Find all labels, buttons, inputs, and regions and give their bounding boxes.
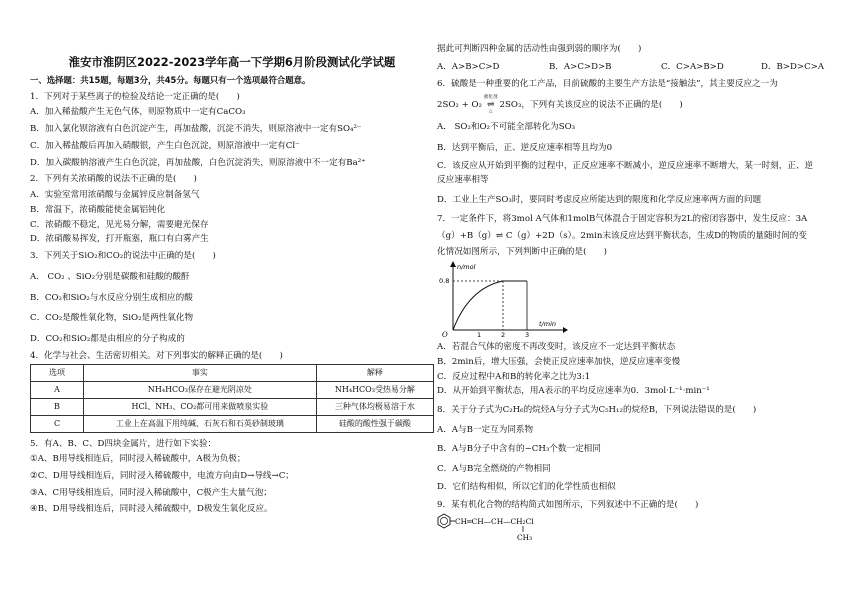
q1-option-c: C．加入稀盐酸后再加入硝酸银，产生白色沉淀，则原溶液中一定有Cl⁻: [30, 140, 300, 151]
q6-option-c-2: 反应速率相等: [437, 175, 489, 186]
q8-option-b: B．A与B分子中含有的−CH₃个数一定相同: [437, 444, 601, 455]
q2-stem: 2．下列有关浓硝酸的说法不正确的是( ): [30, 174, 197, 185]
table-header-row: [31, 364, 434, 381]
graph-curve: [453, 281, 527, 330]
table-row: [31, 381, 434, 398]
q6-option-b: B．达到平衡后，正、逆反应速率相等且均为0: [437, 142, 613, 153]
q6-eq-right: 2SO₃: [499, 99, 522, 110]
graph-x-arrow: [563, 327, 568, 333]
table-header: 选项: [31, 364, 84, 381]
q1-option-d: D．加入碳酸钠溶液产生白色沉淀，再加盐酸，白色沉淀消失，则原溶液中不一定有Ba²⁺: [30, 157, 366, 168]
q8-option-c: C．A与B完全燃烧的产物相同: [437, 464, 551, 475]
q7-graph: [439, 260, 569, 338]
q2-option-b: B．常温下，浓硝酸能使金属铝钝化: [30, 204, 166, 215]
page-title: 淮安市淮阴区2022-2023学年高一下学期6月阶段测试化学试题: [68, 55, 396, 69]
graph-x-tick: 1: [477, 331, 482, 339]
graph-x-tick: 3: [525, 331, 530, 339]
q6-equation-line: [437, 96, 841, 114]
q5-stem: 5．有A、B、C、D四块金属片，进行如下实验：: [30, 438, 217, 449]
q8-option-a: A．A与B一定互为同系物: [437, 424, 534, 435]
q4-stem: 4．化学与社会、生活密切相关。对下列事实的解释正确的是( ): [30, 350, 283, 361]
q7-stem-3: 化情况如图所示，下列判断中正确的是( ): [437, 247, 607, 258]
table-cell: C: [31, 415, 84, 432]
table-cell: 三种气体均极易溶于水: [316, 398, 433, 415]
q8-stem: 8．关于分子式为C₂H₆的烷烃A与分子式为C₅H₁₂的烷烃B，下列说法错误的是( ): [437, 405, 757, 416]
q6-eq-cond-top: 催化剂: [484, 95, 498, 101]
q6-stem-1: 6．硫酸是一种重要的化工产品，目前硫酸的主要生产方法是“接触法”，其主要反应之一为: [437, 79, 778, 90]
q8-option-d: D．它们结构相似，所以它们的化学性质也相似: [437, 481, 616, 492]
table-cell: NH₄HCO₃保存在避光阴凉处: [84, 381, 317, 398]
q6-option-a: A． SO₂和O₂不可能全部转化为SO₃: [437, 122, 576, 133]
q6-stem-2: ，下列有关该反应的说法不正确的是( ): [521, 99, 683, 110]
q5-options: [437, 62, 841, 73]
q2-option-d: D．浓硝酸易挥发，打开瓶塞，瓶口有白雾产生: [30, 234, 209, 245]
q5-statement-4: ④B、D用导线相连后，同时浸入稀硫酸中，D极发生氧化反应。: [30, 504, 273, 515]
q1-option-a: A．加入稀盐酸产生无色气体，则原物质中一定有CaCO₃: [30, 107, 246, 118]
q7-option-a: A．若混合气体的密度不再改变时，该反应不一定达到平衡状态: [437, 342, 676, 353]
q7-option-d: D．从开始到平衡状态，用A表示的平均反应速率为0．3mol·L⁻¹·min⁻¹: [437, 386, 710, 397]
q9-structure: [437, 512, 587, 542]
q6-eq-left: 2SO₂ + O₂: [437, 99, 482, 110]
q6-option-c-1: C．该反应从开始到平衡的过程中，正反应速率不断减小，逆反应速率不断增大，某一时刻，正、逆: [437, 160, 814, 171]
q7-option-c: C．反应过程中A和B的转化率之比为3:1: [437, 371, 591, 382]
q3-option-c: C．CO₂是酸性氧化物，SiO₂是两性氧化物: [30, 313, 194, 324]
q5-option-d: D．B>D>C>A: [761, 61, 825, 72]
left-column: [30, 0, 434, 521]
q5-option-b: B．A>C>D>B: [549, 61, 612, 72]
graph-origin: O: [442, 331, 448, 339]
table-cell: NH₄HCO₃受热易分解: [316, 381, 433, 398]
table-cell: B: [31, 398, 84, 415]
section-heading: 一、选择题：共15题，每题3分，共45分。每题只有一个选项最符合题意。: [30, 75, 311, 86]
q9-fragment-branch: CH₃: [517, 533, 533, 543]
q6-eq-arrow: [484, 96, 498, 114]
q3-stem: 3．下列关于SiO₂和CO₂的说法中正确的是( ): [30, 251, 216, 262]
table-cell: A: [31, 381, 84, 398]
q1-option-b: B．加入氯化钡溶液有白色沉淀产生，再加盐酸，沉淀不消失，则原溶液中一定有SO₄²⁻: [30, 124, 362, 135]
table-cell: HCl、NH₃、CO₂都可用来做喷泉实验: [84, 398, 317, 415]
q5-statement-1: ①A、B用导线相连后，同时浸入稀硫酸中，A极为负极；: [30, 454, 246, 465]
table-row: [31, 415, 434, 432]
q2-option-a: A．实验室常用浓硝酸与金属锌反应制备氢气: [30, 190, 200, 201]
q3-option-d: D．CO₂和SiO₂都是由相应的分子构成的: [30, 334, 185, 345]
q6-eq-arrow-glyph: ⇌: [486, 99, 495, 110]
right-column: [437, 44, 841, 542]
q5-continuation: 据此可判断四种金属的活动性由强到弱的顺序为( ): [437, 44, 642, 54]
q6-option-d: D．工业上生产SO₃时，要同时考虑反应所能达到的限度和化学反应速率两方面的问题: [437, 195, 762, 206]
table-cell: 工业上在高温下用纯碱、石灰石和石英砂制玻璃: [84, 415, 317, 432]
q4-table: [30, 364, 434, 433]
q9-fragment-main: CH═CH—CH—CH₂Cl: [455, 517, 534, 527]
benzene-ring-icon: [438, 514, 450, 528]
q9-stem: 9．某有机化合物的结构简式如图所示，下列叙述中不正确的是( ): [437, 499, 699, 510]
table-header: 事实: [84, 364, 317, 381]
q3-option-b: B．CO₂和SiO₂与水反应分别生成相应的酸: [30, 292, 193, 303]
graph-ylabel: n/mol: [457, 263, 476, 272]
q7-stem-1: 7．一定条件下，将3mol A气体和1molB气体混合于固定容积为2L的密闭容器中，发生反应：3A: [437, 213, 808, 224]
q7-stem-2: （g）+B（g）⇌ C（g）+2D（s）。2min末该反应达到平衡状态，生成D的物质的量随时间的变: [437, 230, 807, 241]
q5-statement-2: ②C、D用导线相连后，同时浸入稀硫酸中，电流方向由D→导线→C；: [30, 470, 294, 481]
q7-option-b: B．2min后，增大压强，会使正反应速率加快，逆反应速率变慢: [437, 356, 681, 367]
q1-stem: 1．下列对于某些离子的检验及结论一定正确的是( ): [30, 91, 240, 102]
table-header: 解释: [316, 364, 433, 381]
q5-option-c: C．C>A>B>D: [661, 61, 724, 72]
q6-eq-cond-bot: △: [489, 108, 493, 114]
table-cell: 硅酸的酸性强于碳酸: [316, 415, 433, 432]
q2-option-c: C．浓硝酸不稳定，见光易分解，需要避光保存: [30, 219, 209, 230]
graph-xlabel: t/min: [539, 320, 556, 329]
q5-statement-3: ③A、C用导线相连后，同时浸入稀硫酸中，C极产生大量气泡；: [30, 487, 272, 498]
table-row: [31, 398, 434, 415]
graph-x-tick: 2: [501, 331, 506, 339]
q3-option-a: A． CO₂ 、SiO₂分别是碳酸和硅酸的酸酐: [30, 271, 190, 282]
graph-y-tick: 0.8: [439, 277, 450, 286]
q5-option-a: A．A>B>C>D: [437, 61, 500, 72]
graph-y-arrow: [450, 261, 456, 267]
